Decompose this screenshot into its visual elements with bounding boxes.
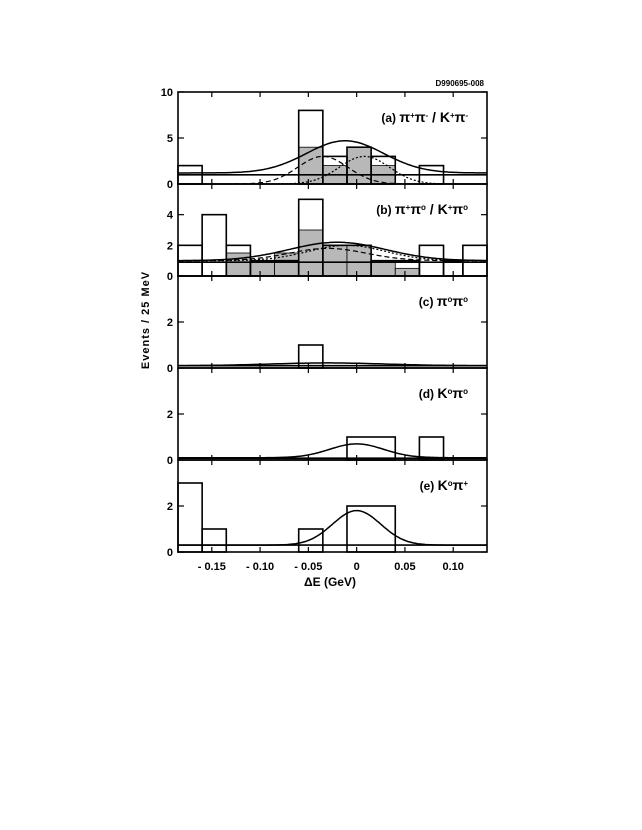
panel-label: (e) $K^o\pi^+$	[419, 477, 468, 493]
x-tick-label: - 0.10	[246, 561, 275, 573]
panel-label: (d) $K^o\pi^o$	[418, 385, 468, 401]
shaded-bin	[395, 268, 419, 276]
x-axis-label: ΔE (GeV)	[304, 575, 356, 589]
x-tick-label: 0	[353, 561, 360, 573]
y-tick-label: 0	[166, 271, 173, 283]
panel-label: (a) π+π- / K+π-	[381, 109, 468, 125]
y-tick-label: 0	[166, 179, 173, 191]
y-tick-label: 4	[166, 209, 173, 222]
shaded-bin	[226, 253, 250, 276]
x-tick-label: - 0.05	[294, 561, 323, 573]
y-tick-label: 5	[166, 133, 173, 145]
y-axis-label: Events / 25 MeV	[140, 270, 152, 370]
x-tick-label: 0.05	[394, 561, 416, 573]
figure-id: D990695-008	[435, 79, 484, 88]
y-tick-label: 0	[166, 363, 173, 375]
x-tick-label: 0.10	[442, 561, 464, 573]
shaded-bin	[347, 245, 371, 276]
x-tick-label: - 0.15	[197, 561, 226, 573]
panel-label: (c) $\pi^o\pi^o$	[418, 293, 468, 309]
y-tick-label: 0	[166, 547, 173, 559]
panel-label: (b) $\pi^+\pi^o / K^+\pi^o$	[376, 201, 468, 217]
y-tick-label: 10	[160, 87, 173, 99]
y-tick-label: 0	[166, 455, 173, 467]
y-tick-label: 2	[166, 240, 173, 253]
y-tick-label: 2	[166, 501, 173, 513]
y-tick-label: 2	[166, 409, 173, 421]
shaded-bin	[323, 245, 347, 276]
y-tick-label: 2	[166, 317, 173, 329]
